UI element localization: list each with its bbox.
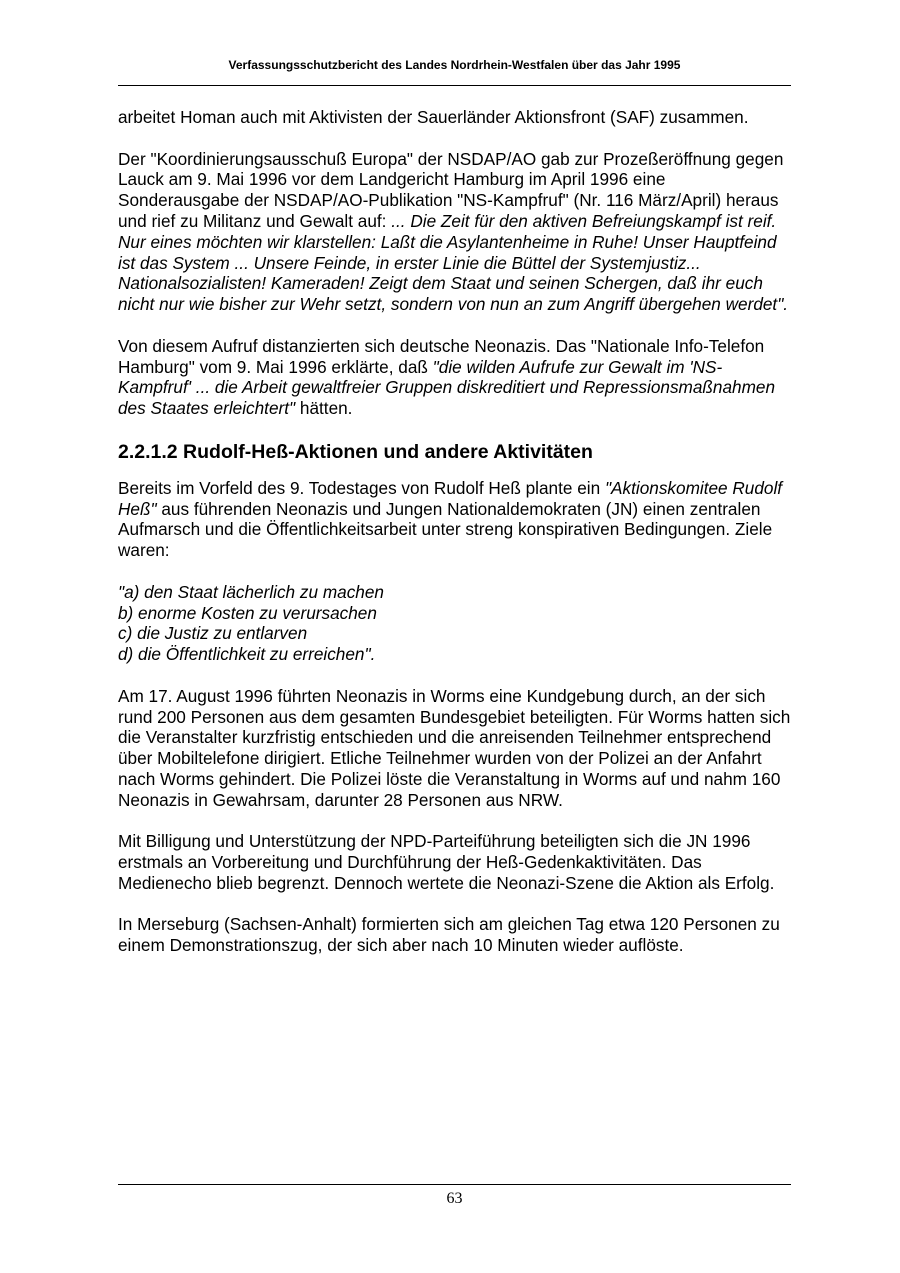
paragraph-nsdap-ao-text: Der "Koordinierungsausschuß Europa" der NSDAP/AO gab zur Prozeßeröffnung gegen Lauck am 9. Mai 1996 vor dem Landgericht Hamburg im April 1996 eine Sonderausgabe der NSDAP/AO-Publikation "NS-Kampfruf" (Nr. 116 März/April) heraus und rief zu Militanz und Gewalt auf: bbox=[118, 148, 784, 231]
running-header: Verfassungsschutzbericht des Landes Nordrhein-Westfalen über das Jahr 1995 bbox=[228, 58, 681, 72]
page-number: 63 bbox=[446, 1190, 463, 1207]
header-rule bbox=[118, 85, 791, 86]
aktionskomitee-name: "Aktionskomitee Rudolf Heß" bbox=[118, 477, 783, 519]
goal-item: "a) den Staat lächerlich zu machen bbox=[118, 581, 384, 602]
paragraph-info-telefon bbox=[118, 336, 791, 419]
paragraph-saf: arbeitet Homan auch mit Aktivisten der Sauerländer Aktionsfront (SAF) zusammen. bbox=[118, 107, 749, 127]
paragraph-merseburg: In Merseburg (Sachsen-Anhalt) formierten sich am gleichen Tag etwa 120 Personen zu einem Demonstrationszug, der sich aber nach 10 Minuten wieder auflöste. bbox=[118, 914, 780, 956]
goals-list bbox=[118, 582, 791, 665]
paragraph-aktionskomitee bbox=[118, 478, 791, 561]
kampfruf-quote: ... Die Zeit für den aktiven Befreiungskampf ist reif. Nur eines möchten wir klarstellen: Laßt die Asylantenheime in Ruhe! Unser Hauptfeind ist das System ... Unsere Feinde, in erster Linie die Büttel der Systemjustiz... Nationalsozialisten! Kameraden! Zeigt dem Staat und seinen Schergen, daß ihr euch nicht nur wie bisher zur Wehr setzt, sondern von nun an zum Angriff übergehen werdet". bbox=[118, 210, 789, 315]
goal-item: c) die Justiz zu entlarven bbox=[118, 623, 308, 644]
info-telefon-quote: "die wilden Aufrufe zur Gewalt im 'NS- Kampfruf' ... die Arbeit gewaltfreier Gruppen diskreditiert und Repressionsmaßnahmen des Staates erleichtert" bbox=[118, 356, 776, 419]
paragraph-nsdap-ao bbox=[118, 149, 791, 315]
paragraph-aktionskomitee-start: Bereits im Vorfeld des 9. Todestages von Rudolf Heß plante ein bbox=[118, 477, 605, 498]
paragraph-info-telefon-end: hätten. bbox=[295, 398, 353, 419]
paragraph-npd: Mit Billigung und Unterstützung der NPD-Parteiführung beteiligten sich die JN 1996 erstmals an Vorbereitung und Durchführung der Heß-Gedenkaktivitäten. Das Medienecho blieb begrenzt. Dennoch wertete die Neonazi-Szene die Aktion als Erfolg. bbox=[118, 831, 775, 893]
paragraph-info-telefon-text: Von diesem Aufruf distanzierten sich deutsche Neonazis. Das "Nationale Info-Telefon Hamburg" vom 9. Mai 1996 erklärte, daß bbox=[118, 335, 765, 377]
page-body bbox=[118, 107, 791, 977]
paragraph-worms: Am 17. August 1996 führten Neonazis in Worms eine Kundgebung durch, an der sich rund 200 Personen aus dem gesamten Bundesgebiet beteiligten. Für Worms hatten sich die Veranstalter kurzfristig entschieden und die anreisenden Teilnehmer entsprechend über Mobiltelefone dirigiert. Etliche Teilnehmer wurden von der Polizei an der Anfahrt nach Worms gehindert. Die Polizei löste die Veranstaltung in Worms auf und nahm 160 Neonazis in Gewahrsam, darunter 28 Personen aus NRW. bbox=[118, 685, 791, 810]
section-heading: 2.2.1.2 Rudolf-Heß-Aktionen und andere Aktivitäten bbox=[118, 440, 593, 463]
footer-rule bbox=[118, 1184, 791, 1185]
paragraph-aktionskomitee-end: aus führenden Neonazis und Jungen Nationaldemokraten (JN) einen zentralen Aufmarsch und die Öffentlichkeitsarbeit unter streng konspirativen Bedingungen. Ziele waren: bbox=[118, 498, 773, 561]
goal-item: d) die Öffentlichkeit zu erreichen". bbox=[118, 644, 376, 665]
goal-item: b) enorme Kosten zu verursachen bbox=[118, 602, 377, 623]
